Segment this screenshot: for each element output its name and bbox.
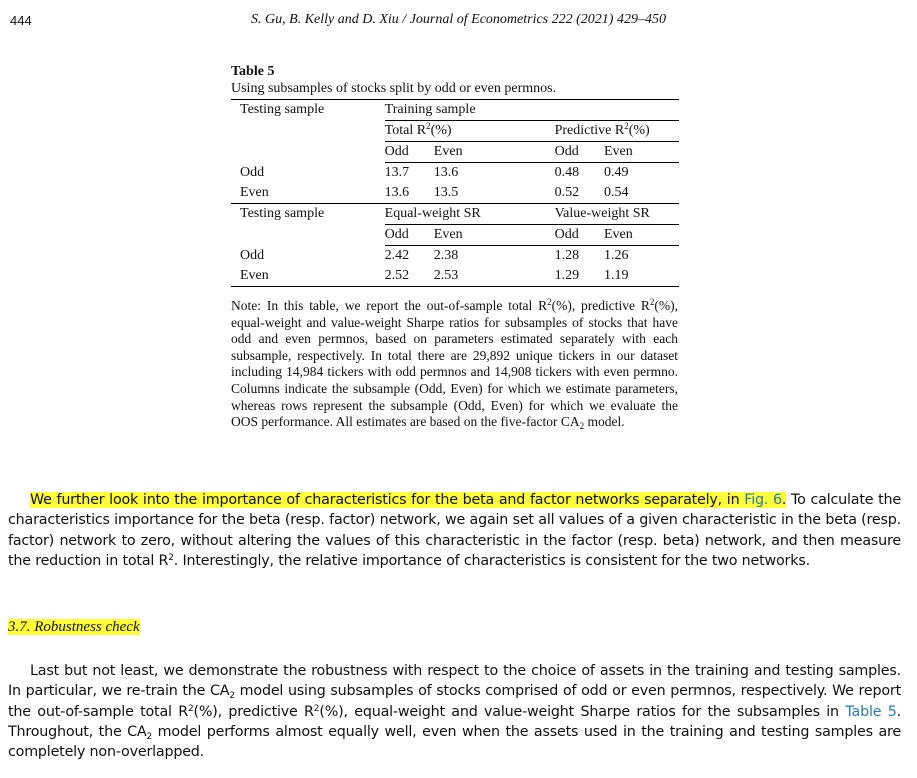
training-sample-header: Training sample [385, 100, 679, 121]
testing-sample-header: Testing sample [240, 102, 325, 118]
col-even: Even [604, 225, 679, 246]
running-head: S. Gu, B. Kelly and D. Xiu / Journal of Econometrics 222 (2021) 429–450 [251, 12, 666, 27]
col-even: Even [434, 225, 555, 246]
highlighted-text: We further look into the importance of characteristics for the beta and factor networks separately, in Fig. 6. [30, 492, 787, 508]
col-even: Even [604, 142, 679, 163]
table-row: Even 13.6 13.5 0.52 0.54 [231, 183, 679, 204]
table-row: Odd 13.7 13.6 0.48 0.49 [240, 164, 629, 180]
paragraph-robustness: Last but not least, we demonstrate the robustness with respect to the choice of assets in the training and testing samples. In particular, we re-train the $CA_2$ model using subsamples of stocks comprised of odd or even permnos, respectively. We report the out-of-sample total $R^2(\%)$, predictive $R^2(\%)$, equal-weight and value-weight Sharpe ratios for the subsamples in Table 5. Throughout, the $CA_2$ model performs almost equally well, even when the assets used in the training and testing samples are completely non-overlapped. [8, 663, 902, 761]
col-odd: Odd [385, 225, 434, 246]
table-caption: Using subsamples of stocks split by odd or even permnos. [231, 81, 557, 96]
value-weight-sr-header: Value-weight SR [555, 204, 679, 225]
col-even: Even [434, 142, 555, 163]
testing-sample-header: Testing sample [240, 206, 325, 222]
col-odd: Odd [385, 142, 434, 163]
paragraph-characteristics-importance: We further look into the importance of characteristics for the beta and factor networks separately, in Fig. 6. To calculate the characteristics importance for the beta (resp. factor) network, we again set all values of a given characteristic in the beta (resp. factor) network to zero, without altering the values of this characteristic in the factor (resp. beta) network, and then measure the reduction in total $R^2$. Interestingly, the relative importance of characteristics is consistent for the two networks. [8, 492, 901, 569]
predictive-r2-header: Predictive $R^2(\%)$ [555, 121, 679, 142]
fig-6-link[interactable]: Fig. 6 [744, 492, 782, 508]
table-5 [231, 64, 679, 431]
table-label: Table 5 [231, 64, 275, 79]
table-row: Odd 2.42 2.38 1.28 1.26 [240, 247, 629, 263]
page-number: 444 [10, 13, 32, 28]
total-r2-header: Total $R^2(\%)$ [385, 121, 555, 142]
table-note: Note: In this table, we report the out-of-sample total $R^2(\%)$, predictive $R^2(\%)$, equal-weight and value-weight Sharpe ratios for subsamples of stocks that have odd and even permnos, based on parameters estimated separately with each subsample, respectively. In total there are 29,892 unique tickers in our dataset including 14,984 tickers with odd permnos and 14,908 tickers with even permno. Columns indicate the subsample (Odd, Even) for which we estimate parameters, whereas rows represent the subsample (Odd, Even) for which we evaluate the OOS performance. All estimates are based on the five-factor $CA_2$ model. [231, 297, 679, 432]
col-odd: Odd [555, 142, 604, 163]
section-heading: 3.7. Robustness check [8, 619, 140, 635]
equal-weight-sr-header: Equal-weight SR [385, 204, 555, 225]
table-5-link[interactable]: Table 5 [845, 703, 897, 720]
col-odd: Odd [555, 225, 604, 246]
results-table [231, 99, 679, 287]
table-row: Even 2.52 2.53 1.29 1.19 [240, 268, 629, 283]
